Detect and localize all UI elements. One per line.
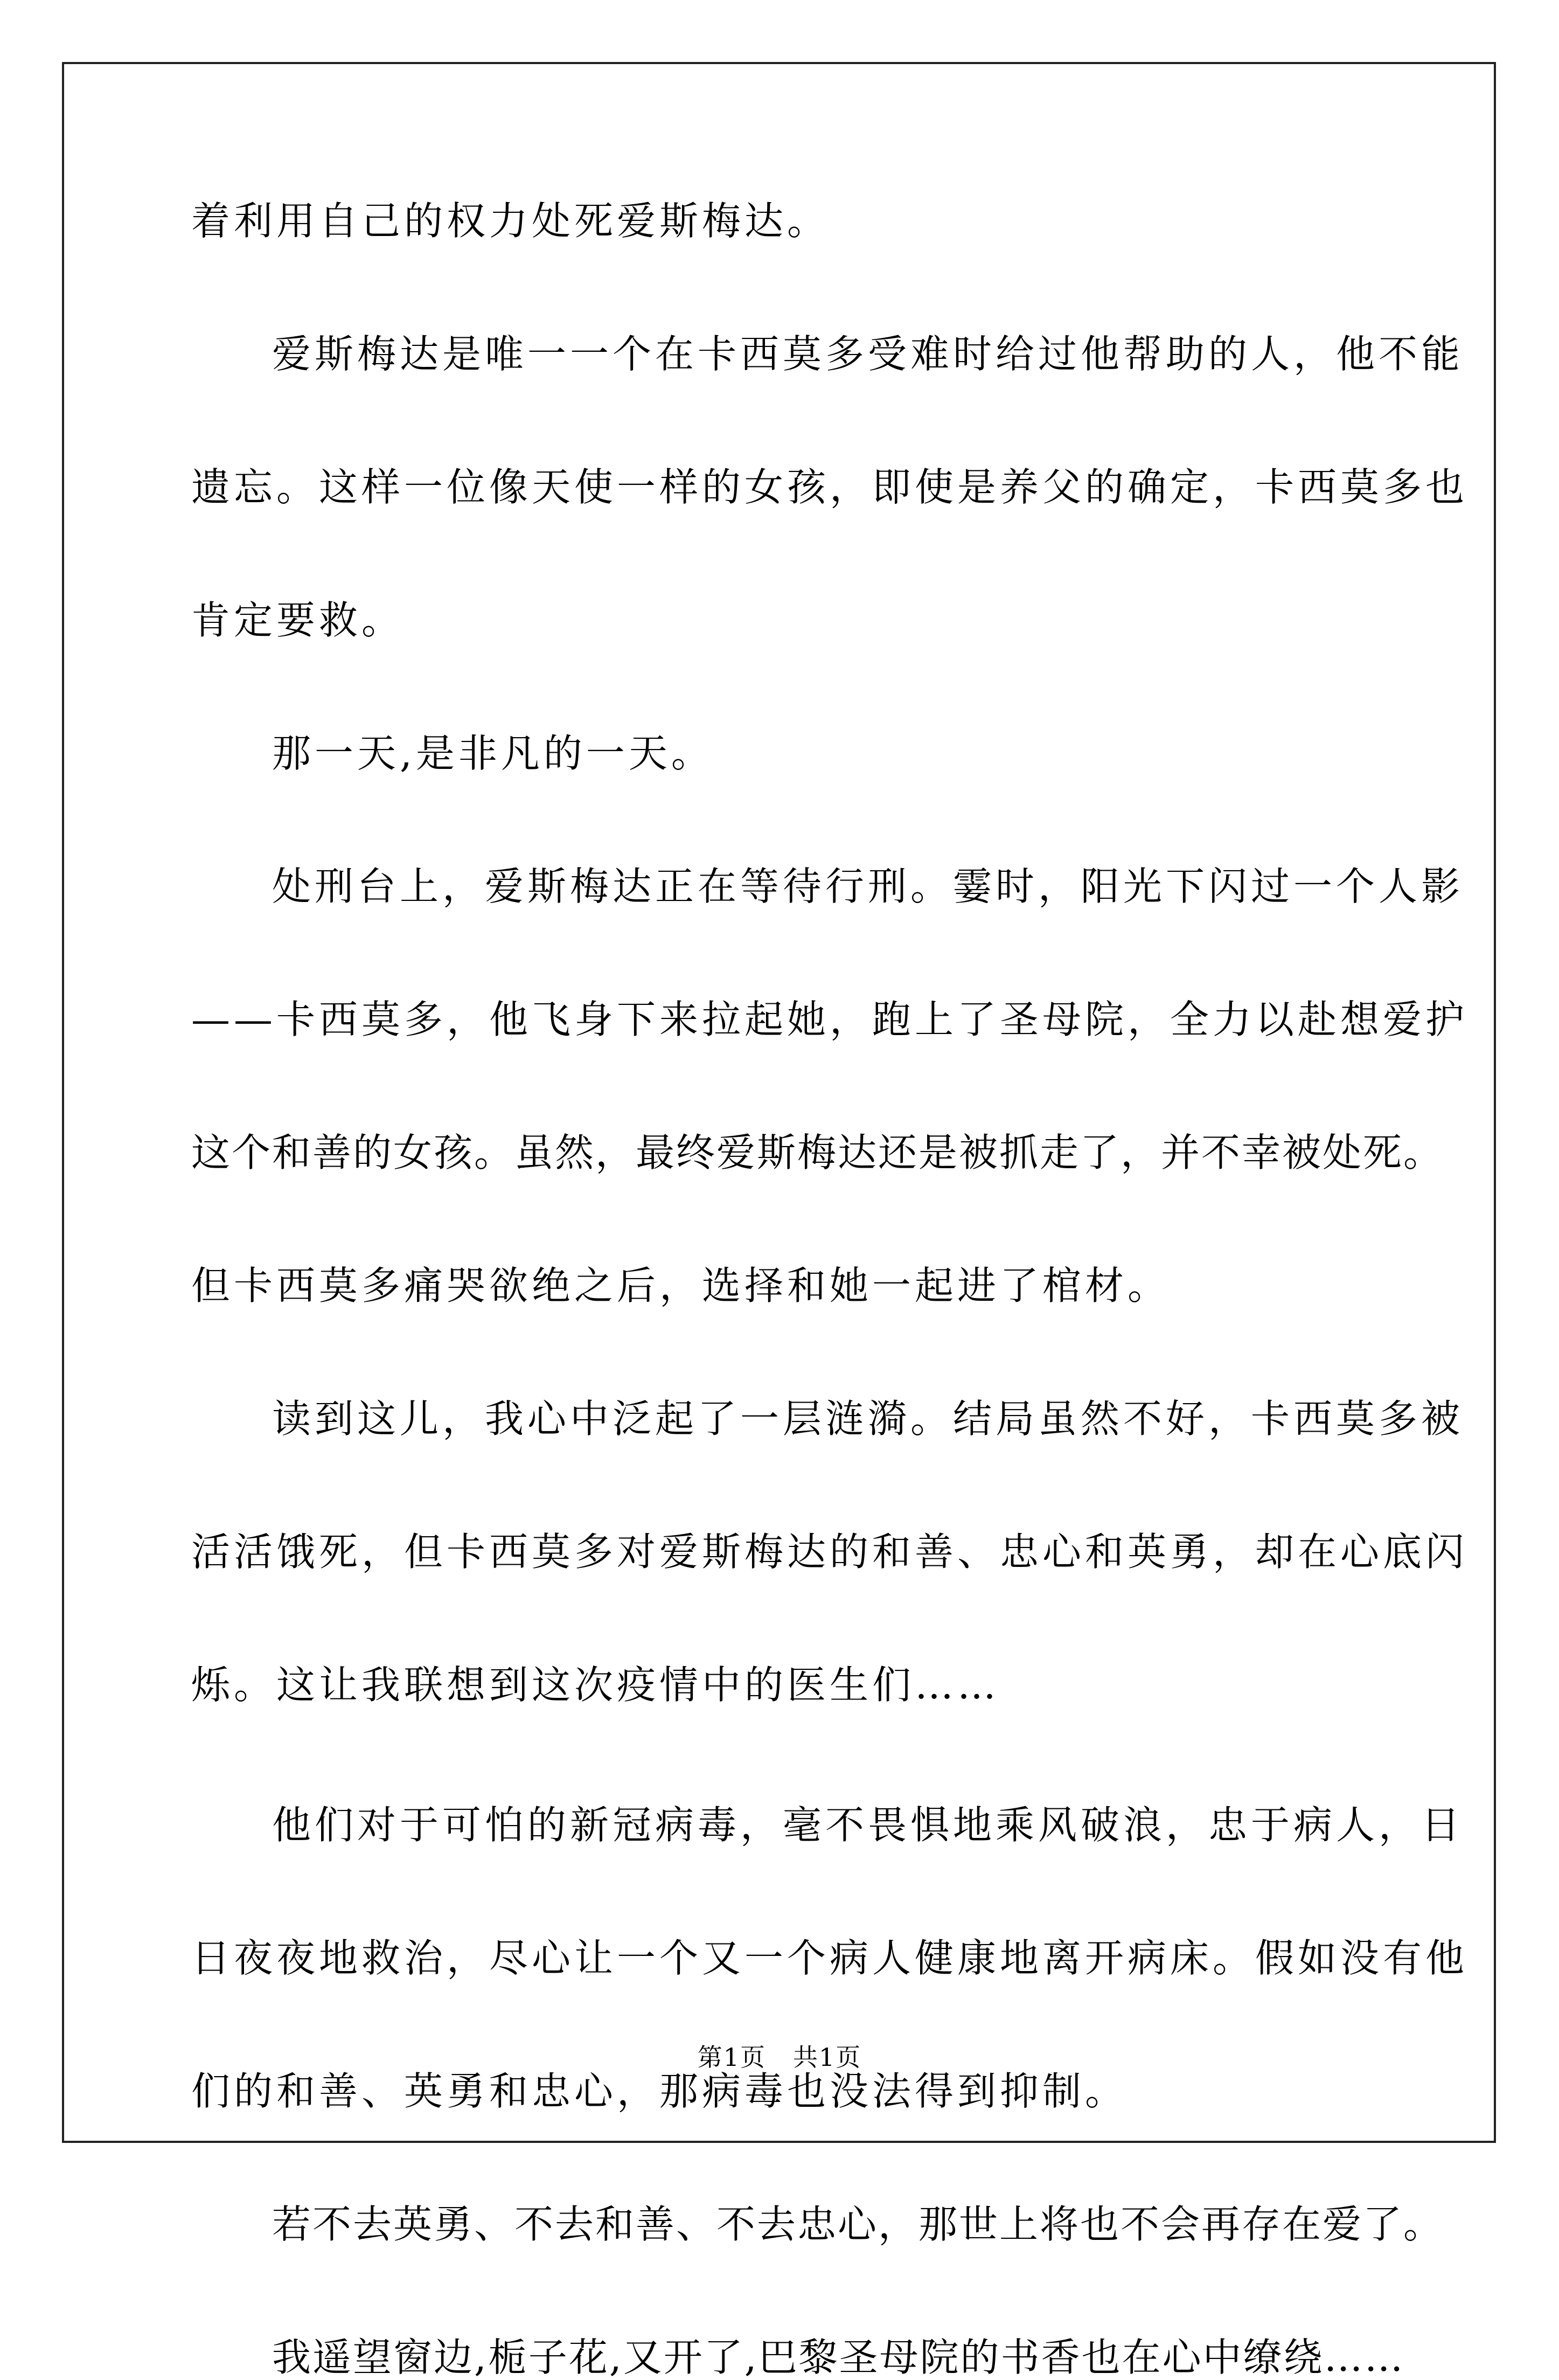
text-line: 但卡西莫多痛哭欲绝之后，选择和她一起进了棺材。 <box>191 1263 1171 1308</box>
text-line: 这个和善的女孩。虽然，最终爱斯梅达还是被抓走了，并不幸被处死。 <box>191 1130 1444 1175</box>
text-line: 若不去英勇、不去和善、不去忠心，那世上将也不会再存在爱了。 <box>272 2202 1444 2247</box>
text-line: 着利用自己的权力处死爱斯梅达。 <box>191 198 830 244</box>
text-line: 处刑台上，爱斯梅达正在等待行刑。霎时，阳光下闪过一个人影 <box>272 864 1464 909</box>
text-line: 我遥望窗边,栀子花,又开了,巴黎圣母院的书香也在心中缭绕…… <box>272 2335 1405 2380</box>
text-line: 烁。这让我联想到这次疫情中的医生们…… <box>191 1662 1000 1708</box>
text-line: 读到这儿，我心中泛起了一层涟漪。结局虽然不好，卡西莫多被 <box>272 1396 1464 1441</box>
text-line: 日夜夜地救治，尽心让一个又一个病人健康地离开病床。假如没有他 <box>191 1935 1468 1981</box>
text-line: 他们对于可怕的新冠病毒，毫不畏惧地乘风破浪，忠于病人，日 <box>272 1802 1464 1848</box>
page-number-current: 第1页 <box>697 2043 766 2072</box>
text-line: 肯定要救。 <box>191 598 405 643</box>
text-line: 活活饿死，但卡西莫多对爱斯梅达的和善、忠心和英勇，却在心底闪 <box>191 1529 1468 1574</box>
page-number-total: 共1页 <box>793 2043 862 2072</box>
text-line: ——卡西莫多，他飞身下来拉起她，跑上了圣母院，全力以赴想爱护 <box>191 997 1468 1042</box>
text-line: 遗忘。这样一位像天使一样的女孩，即使是养父的确定，卡西莫多也 <box>191 464 1468 510</box>
text-line: 爱斯梅达是唯一一个在卡西莫多受难时给过他帮助的人，他不能 <box>272 331 1464 377</box>
page-footer <box>0 2042 1559 2072</box>
text-line: 们的和善、英勇和忠心，那病毒也没法得到抑制。 <box>191 2069 1128 2114</box>
text-line: 那一天,是非凡的一天。 <box>272 731 714 776</box>
